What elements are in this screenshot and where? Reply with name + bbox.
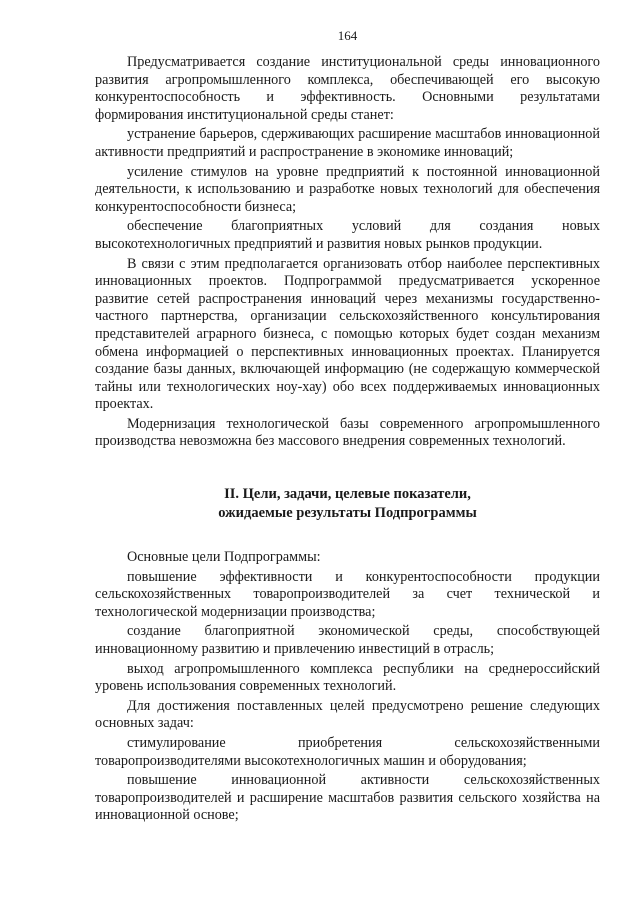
section-heading-line-1: II. Цели, задачи, целевые показатели, xyxy=(224,486,471,503)
paragraph: Основные цели Подпрограммы: xyxy=(127,549,321,566)
page-number: 164 xyxy=(337,28,358,43)
list-item: создание благоприятной экономической среды, способствующей инновационному развитию и привлечению инвестиций в отрасль; xyxy=(95,623,600,658)
section-goals xyxy=(95,549,600,825)
list-item: усиление стимулов на уровне предприятий к постоянной инновационной деятельности, к использованию и разработке новых технологий для обеспечения конкурентоспособности бизнеса; xyxy=(95,163,600,215)
paragraph: Для достижения поставленных целей предусмотрено решение следующих основных задач: xyxy=(95,697,600,732)
section-intro xyxy=(95,54,600,451)
section-heading-line-2: ожидаемые результаты Подпрограммы xyxy=(218,505,477,522)
section-heading xyxy=(95,485,600,523)
list-item: обеспечение благоприятных условий для создания новых высокотехнологичных предприятий и развития новых рынков продукции. xyxy=(95,218,600,252)
list-item: выход агропромышленного комплекса республики на среднероссийский уровень использования современных технологий. xyxy=(95,660,600,695)
paragraph: Предусматривается создание институциональной среды инновационного развития агропромышленного комплекса, обеспечивающей его высокую конкурентоспособность и эффективность. Основными результатами формирования институциональной среды станет: xyxy=(95,54,600,123)
list-item: повышение инновационной активности сельскохозяйственных товаропроизводителей и расширение масштабов развития сельского хозяйства на инновационной основе; xyxy=(95,772,600,824)
list-item: повышение эффективности и конкурентоспособности продукции сельскохозяйственных товаропроизводителей за счет технической и технологической модернизации производства; xyxy=(95,568,600,620)
paragraph: В связи с этим предполагается организовать отбор наиболее перспективных инновационных проектов. Подпрограммой предусматривается ускоренное развитие сетей распространения инноваций через механизмы государственно-частного партнерства, организации сельскохозяйственного консультирования представителей аграрного бизнеса, с помощью которых будет создан механизм обмена информацией о перспективных инновационных проектах. Планируется создание базы данных, включающей информацию (не содержащую коммерческой тайны или технологических ноу-хау) обо всех поддерживаемых инновационных проектах. xyxy=(95,255,600,413)
paragraph: Модернизация технологической базы современного агропромышленного производства невозможна без массового внедрения современных технологий. xyxy=(95,415,600,450)
list-item: устранение барьеров, сдерживающих расширение масштабов инновационной активности предприятий и распространение в экономике инноваций; xyxy=(95,126,600,160)
list-item: стимулирование приобретения сельскохозяйственными товаропроизводителями высокотехнологичных машин и оборудования; xyxy=(95,735,600,769)
